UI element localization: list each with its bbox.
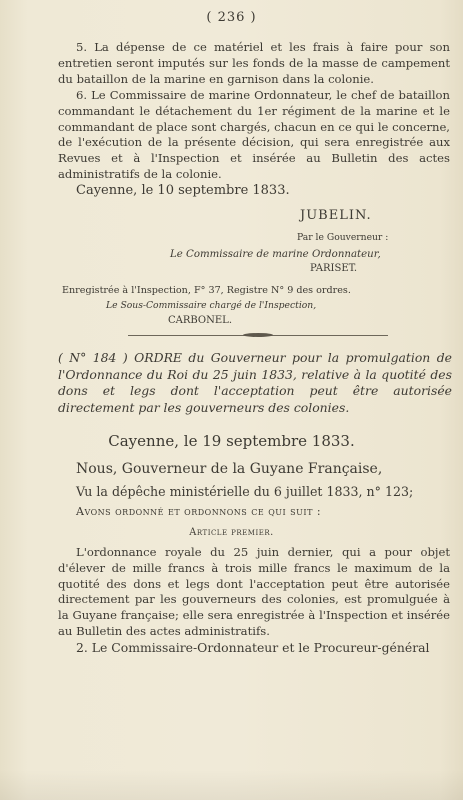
page-number: ( 236 ) [206, 10, 257, 25]
place-date-1: Cayenne, le 10 septembre 1833. [76, 183, 290, 198]
registration-note: Enregistrée à l'Inspection, F° 37, Registre N° 9 des ordres. [62, 285, 351, 296]
paragraph-item-5: 5. La dépense de ce matériel et les frais à faire pour son entretien seront imputés sur les fonds de la masse de campement du bataillon de la marine en garnison dans la colonie. [58, 40, 450, 86]
order-heading: ( N° 184 ) ORDRE du Gouverneur pour la promulgation de l'Ordonnance du Roi du 25 juin 1833, relative à la quotité des dons et legs dont l'acceptation peut être autorisée directement par les gouverneurs des colonies. [58, 350, 452, 415]
par-le-gouverneur: Par le Gouverneur : [297, 232, 389, 243]
avons-line: Avons ordonné et ordonnons ce qui suit : [76, 505, 322, 518]
sous-commissaire-title: Le Sous-Commissaire chargé de l'Inspection, [106, 300, 317, 311]
commissaire-title: Le Commissaire de marine Ordonnateur, [170, 249, 381, 260]
place-date-2: Cayenne, le 19 septembre 1833. [108, 432, 355, 450]
article-text: L'ordonnance royale du 25 juin dernier, qui a pour objet d'élever de mille francs à trois mille francs le maximum de la quotité des dons et legs dont l'acceptation peut être autorisée directement par les gouverneurs des colonies, est promulguée à la Guyane française; elle sera enregistrée à l'Inspection et insérée au Bulletin des actes administratifs. [58, 545, 450, 638]
page-edge-shadow [0, 770, 463, 800]
section-divider [128, 335, 388, 336]
nous-line: Nous, Gouverneur de la Guyane Française, [76, 461, 383, 477]
commissaire-name: PARISET. [310, 263, 358, 274]
paragraph-item-6: 6. Le Commissaire de marine Ordonnateur, le chef de bataillon commandant le détachement du 1er régiment de la marine et le commandant de place sont chargés, chacun en ce qui le concerne, de l'exécution de la présente décision, qui sera enregistrée aux Revues et à l'Inspection et insérée au Bulletin des actes administratifs de la colonie. [58, 88, 450, 181]
signature-jubelin: JUBELIN. [300, 208, 372, 223]
sous-commissaire-name: CARBONEL. [168, 315, 233, 326]
vu-line: Vu la dépêche ministérielle du 6 juillet 1833, n° 123; [76, 484, 414, 499]
article-title: Article premier. [189, 527, 274, 538]
item-2-start: 2. Le Commissaire-Ordonnateur et le Procureur-général [76, 640, 430, 655]
